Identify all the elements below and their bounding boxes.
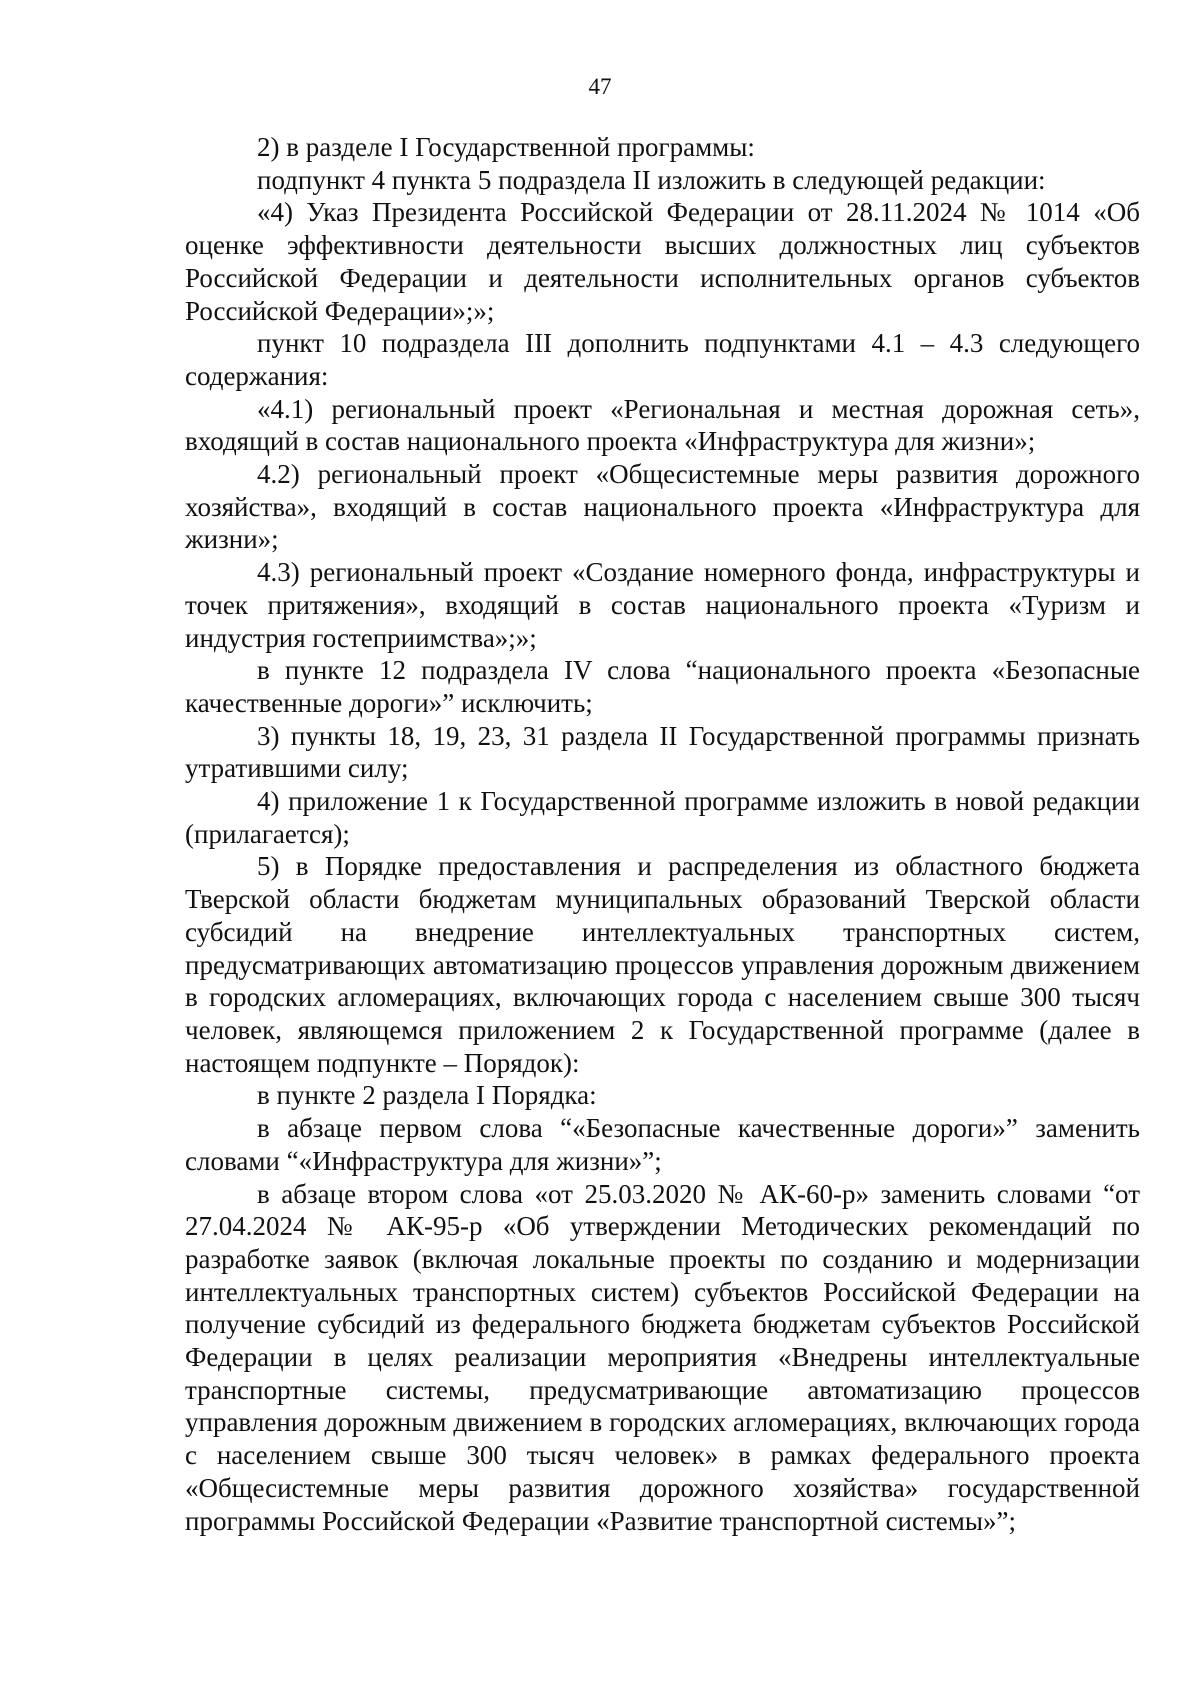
document-body	[185, 131, 1140, 1537]
paragraph: в пункте 2 раздела I Порядка:	[257, 1080, 597, 1111]
paragraph: «4.1) региональный проект «Региональная и местная дорожная сеть», входящий в состав национального проекта «Инфраструктура для жизни»;	[185, 393, 1140, 457]
paragraph: 5) в Порядке предоставления и распределения из областного бюджета Тверской области бюджетам муниципальных образований Тверской области субсидий на внедрение интеллектуальных транспортных систем, предусматривающих автоматизацию процессов управления дорожным движением в городских агломерациях, включающих города с населением свыше 300 тысяч человек, являющемся приложением 2 к Государственной программе (далее в настоящем подпункте – Порядок):	[185, 851, 1140, 1078]
paragraph: 2) в разделе I Государственной программы:	[257, 132, 755, 162]
paragraph: «4) Указ Президента Российской Федерации от 28.11.2024 № 1014 «Об оценке эффективности деятельности высших должностных лиц субъектов Российской Федерации и деятельности исполнительных органов субъектов Российской Федерации»;»;	[185, 197, 1140, 326]
paragraph: 4.2) региональный проект «Общесистемные меры развития дорожного хозяйства», входящий в состав национального проекта «Инфраструктура для жизни»;	[185, 459, 1140, 555]
paragraph: 4) приложение 1 к Государственной программе изложить в новой редакции (прилагается);	[185, 786, 1140, 849]
paragraph: 3) пункты 18, 19, 23, 31 раздела II Государственной программы признать утратившими силу;	[185, 720, 1140, 784]
paragraph: в абзаце первом слова “«Безопасные качественные дороги»” заменить словами “«Инфраструктура для жизни»”;	[185, 1113, 1140, 1176]
page-number: 47	[588, 74, 612, 99]
paragraph: пункт 10 подраздела III дополнить подпунктами 4.1 – 4.3 следующего содержания:	[185, 328, 1140, 391]
paragraph: 4.3) региональный проект «Создание номерного фонда, инфраструктуры и точек притяжения», входящий в состав национального проекта «Туризм и индустрия гостеприимства»;»;	[185, 557, 1140, 653]
paragraph: в пункте 12 подраздела IV слова “национального проекта «Безопасные качественные дороги»” исключить;	[185, 655, 1140, 718]
paragraph: подпункт 4 пункта 5 подраздела II изложить в следующей редакции:	[257, 164, 1046, 195]
paragraph: в абзаце втором слова «от 25.03.2020 № АК-60-р» заменить словами “от 27.04.2024 № АК-95-р «Об утверждении Методических рекомендаций по разработке заявок (включая локальные проекты по созданию и модернизации интеллектуальных транспортных систем) субъектов Российской Федерации на получение субсидий из федерального бюджета бюджетам субъектов Российской Федерации в целях реализации мероприятия «Внедрены интеллектуальные транспортные системы, предусматривающие автоматизацию процессов управления дорожным движением в городских агломерациях, включающих города с населением свыше 300 тысяч человек» в рамках федерального проекта «Общесистемные меры развития дорожного хозяйства» государственной программы Российской Федерации «Развитие транспортной системы»”;	[185, 1178, 1140, 1536]
